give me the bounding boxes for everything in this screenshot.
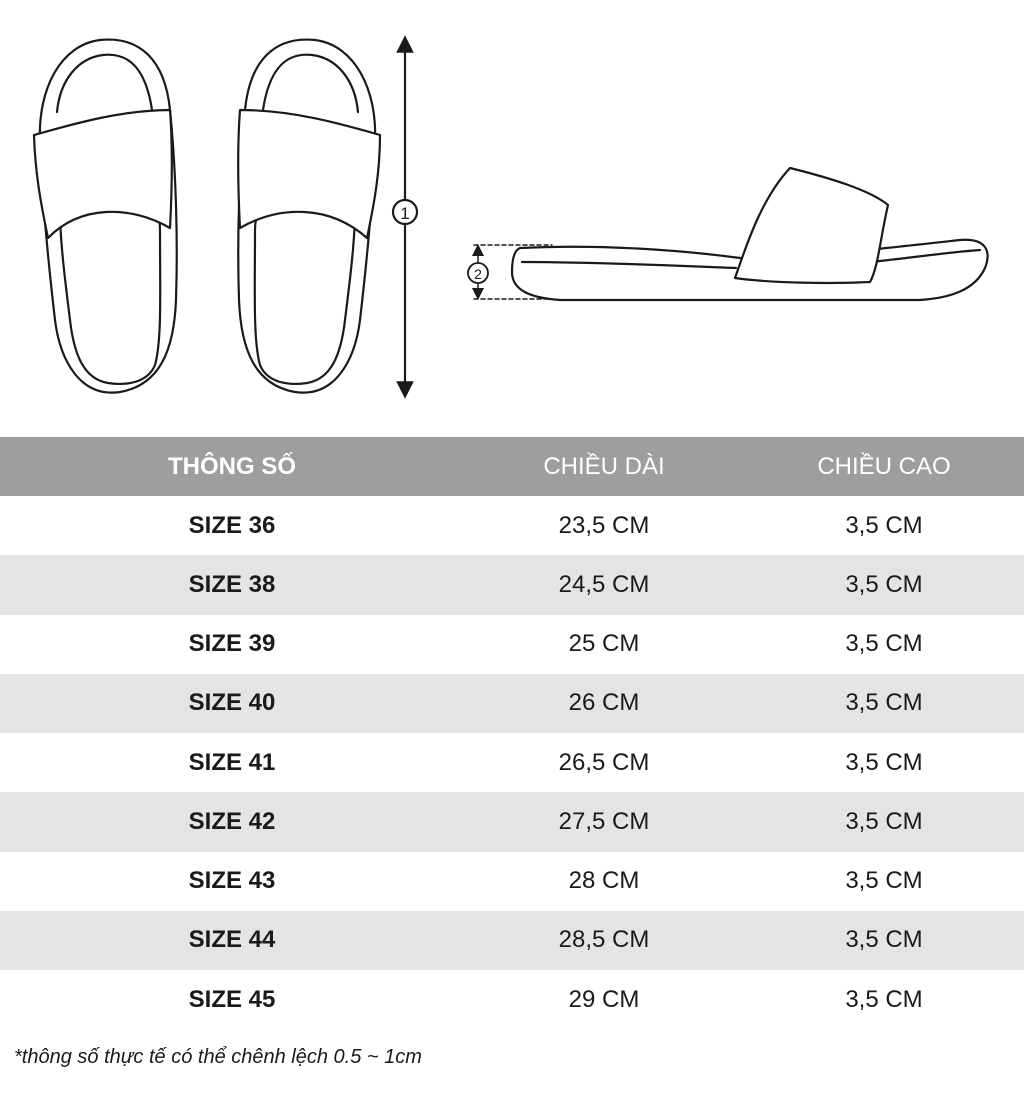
table-row [0, 555, 1024, 614]
length-cell: 29 CM [568, 985, 640, 1013]
size-cell: SIZE 36 [188, 511, 276, 539]
size-cell: SIZE 38 [188, 570, 276, 598]
length-cell: 25 CM [568, 630, 640, 658]
table-row [0, 911, 1024, 970]
size-cell: SIZE 40 [188, 689, 276, 717]
header-height: CHIỀU CAO [817, 452, 951, 480]
table-body [0, 496, 1024, 1029]
size-cell: SIZE 43 [188, 867, 276, 895]
length-cell: 26 CM [568, 689, 640, 717]
height-cell: 3,5 CM [845, 867, 923, 895]
length-cell: 24,5 CM [558, 570, 650, 598]
measurement-note: *thông số thực tế có thể chênh lệch 0.5 ~ 1cm [14, 1046, 422, 1068]
table-row [0, 852, 1024, 911]
height-cell: 3,5 CM [845, 748, 923, 776]
sandal-drawing [0, 0, 1024, 437]
size-cell: SIZE 39 [188, 630, 276, 658]
length-cell: 26,5 CM [558, 748, 650, 776]
left-sandal-top-view [34, 40, 177, 393]
length-cell: 28 CM [568, 867, 640, 895]
height-cell: 3,5 CM [845, 926, 923, 954]
size-cell: SIZE 45 [188, 985, 276, 1013]
height-cell: 3,5 CM [845, 985, 923, 1013]
size-cell: SIZE 41 [188, 748, 276, 776]
right-sandal-top-view [238, 40, 380, 393]
table-header [0, 437, 1024, 496]
table-row [0, 615, 1024, 674]
table-row [0, 733, 1024, 792]
height-cell: 3,5 CM [845, 630, 923, 658]
sandal-side-view [512, 168, 988, 300]
size-cell: SIZE 42 [188, 807, 276, 835]
length-cell: 27,5 CM [558, 807, 650, 835]
sandal-illustration [0, 0, 1024, 437]
size-cell: SIZE 44 [188, 926, 276, 954]
height-cell: 3,5 CM [845, 807, 923, 835]
size-table [0, 437, 1024, 1029]
height-marker-label: 2 [474, 266, 482, 282]
header-length: CHIỀU DÀI [543, 452, 665, 480]
table-row [0, 496, 1024, 555]
height-cell: 3,5 CM [845, 511, 923, 539]
table-row [0, 674, 1024, 733]
length-marker-label: 1 [400, 204, 410, 223]
header-spec: THÔNG SỐ [167, 452, 296, 480]
length-cell: 28,5 CM [558, 926, 650, 954]
table-row [0, 970, 1024, 1029]
height-cell: 3,5 CM [845, 689, 923, 717]
table-row [0, 792, 1024, 851]
height-cell: 3,5 CM [845, 570, 923, 598]
length-cell: 23,5 CM [558, 511, 650, 539]
